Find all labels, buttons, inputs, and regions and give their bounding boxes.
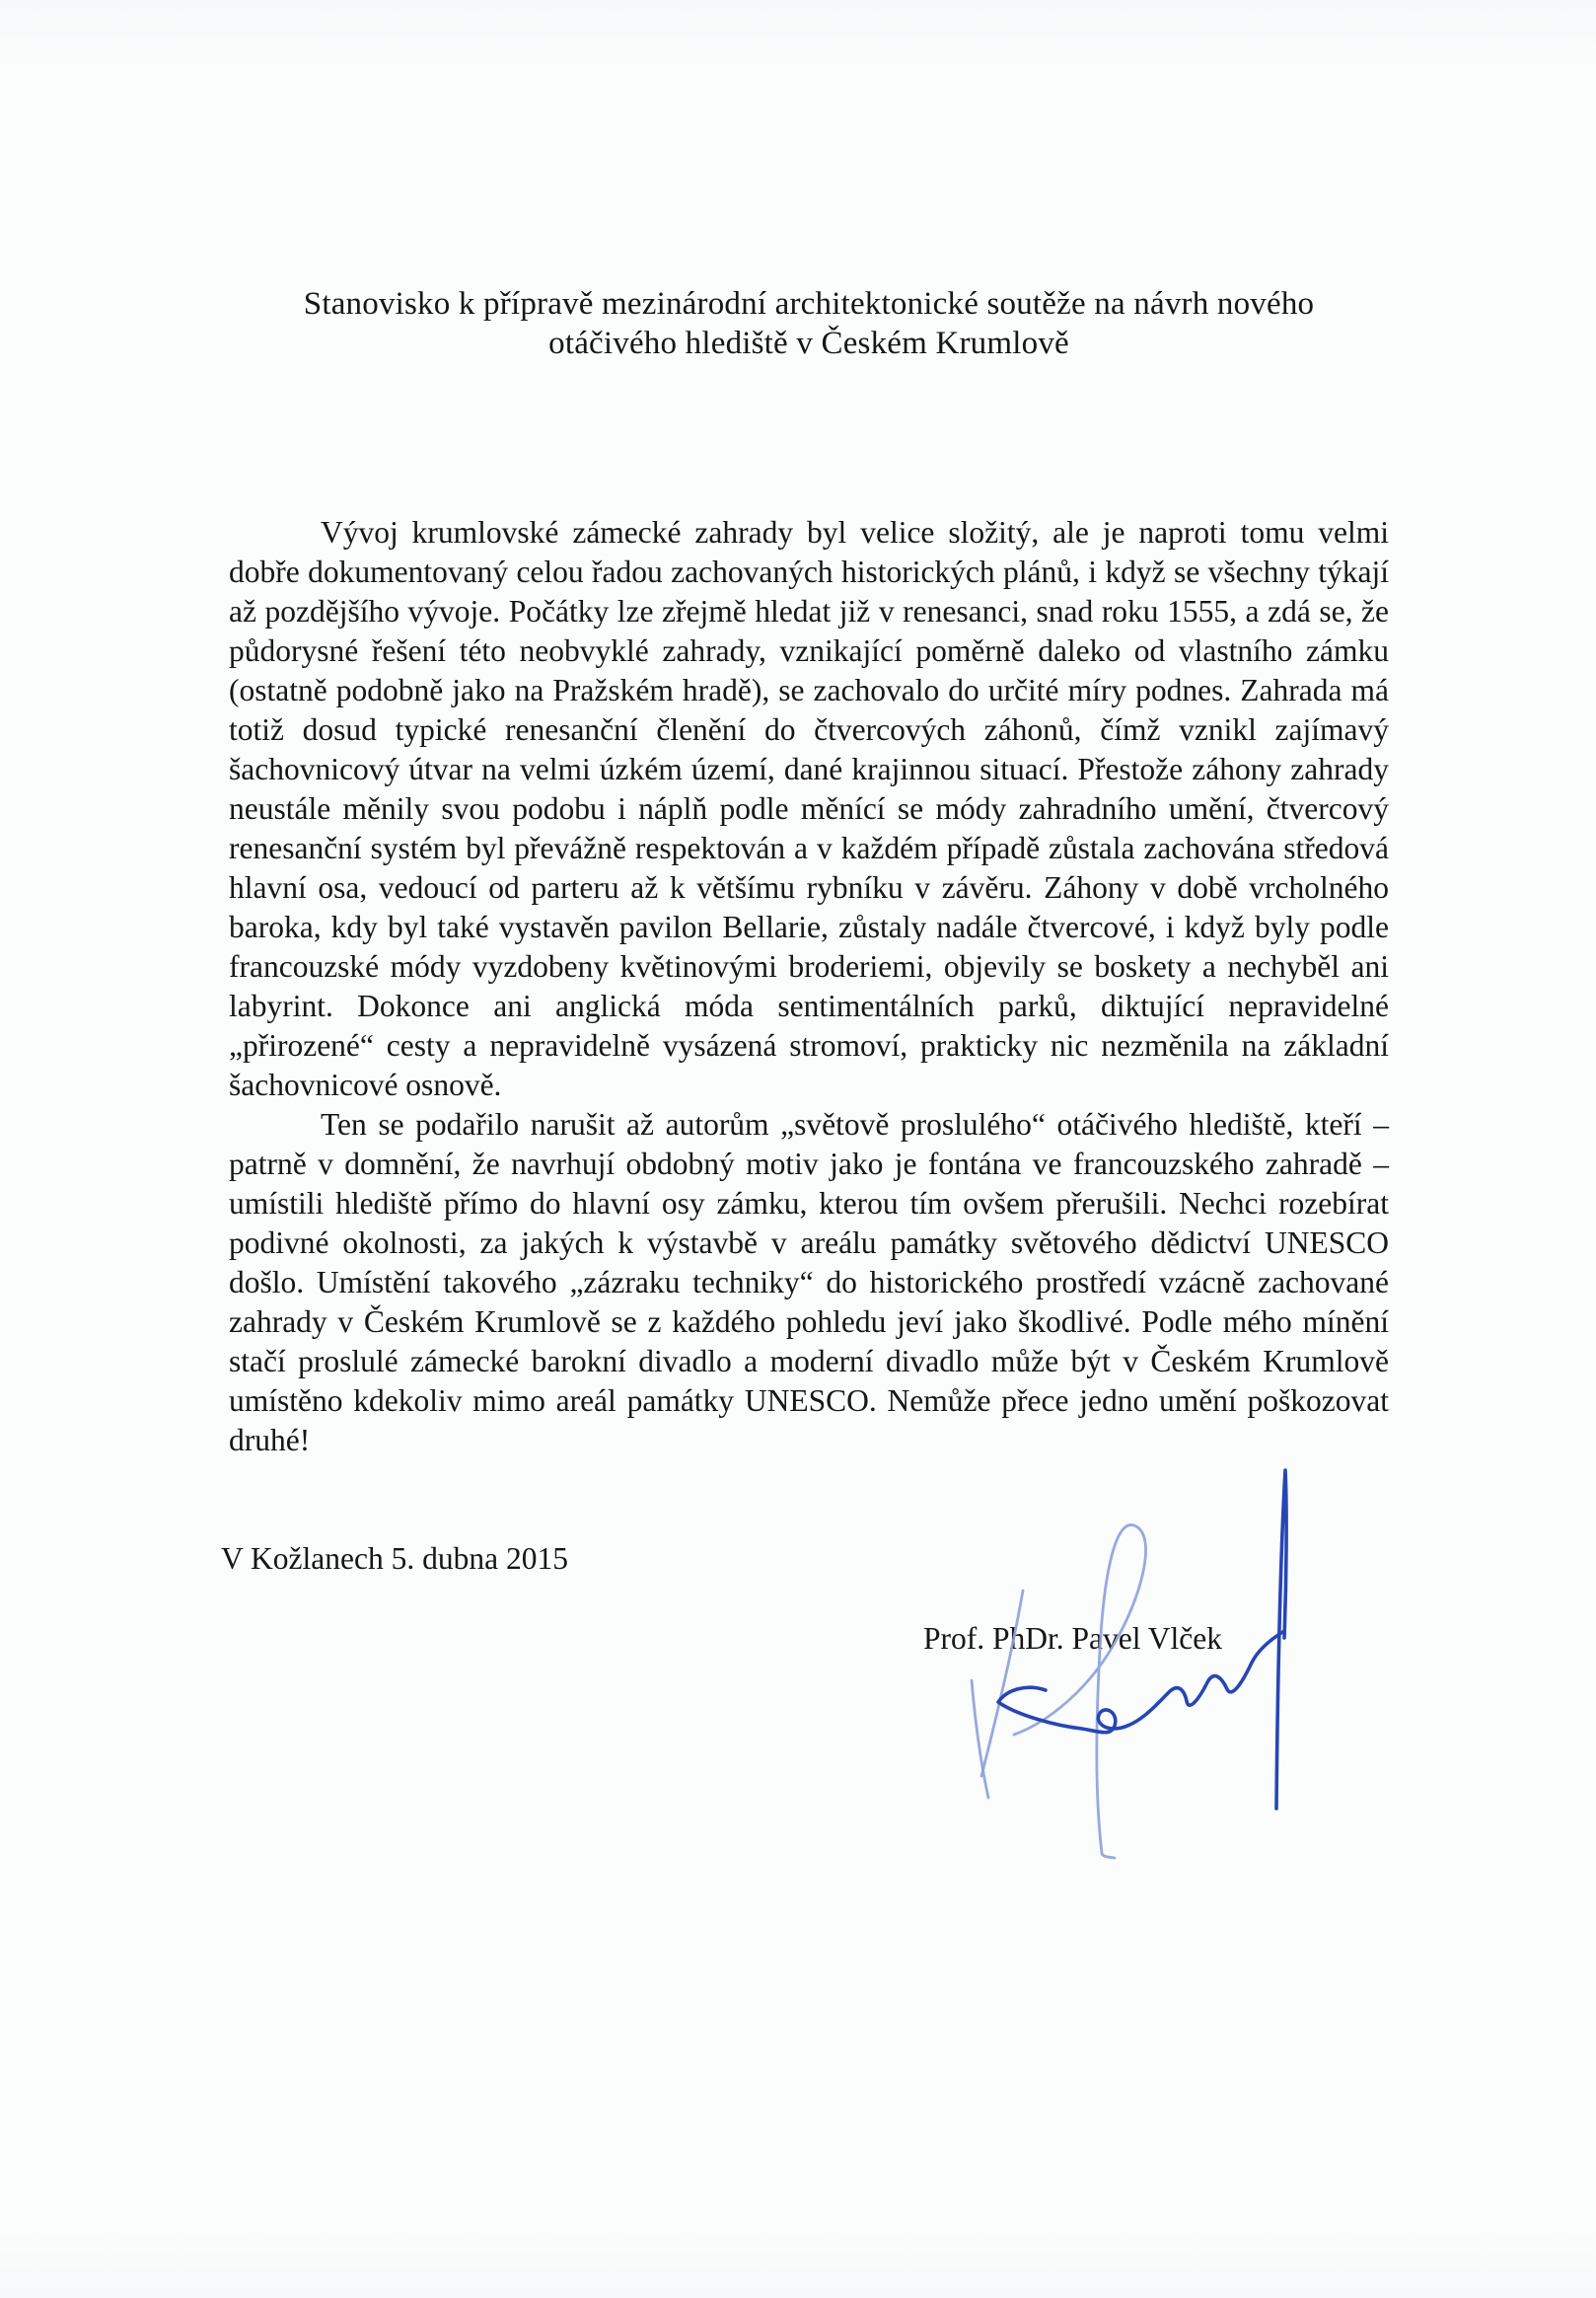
signature-stroke-left-v-1 bbox=[981, 1591, 1023, 1776]
letter-title bbox=[229, 284, 1389, 363]
letter-title-line-2: otáčivého hlediště v Českém Krumlově bbox=[548, 326, 1069, 361]
signature-stroke-loop bbox=[1014, 1524, 1146, 1858]
letter-body bbox=[229, 513, 1389, 1460]
letter-title-line-1: Stanovisko k přípravě mezinárodní architektonické soutěže na návrh nového bbox=[303, 286, 1315, 322]
body-paragraph-2: Ten se podařilo narušit až autorům „světově proslulého“ otáčivého hlediště, kteří – patrně v domnění, že navrhují obdobný motiv jako je fontána ve francouzského zahradě – umístili hlediště přímo do hlavní osy zámku, kterou tím ovšem přerušili. Nechci rozebírat podivné okolnosti, za jakých k výstavbě v areálu památky světového dědictví UNESCO došlo. Umístění takového „zázraku techniky“ do historického prostředí vzácně zachované zahrady v Českém Krumlově se z každého pohledu jeví jako škodlivé. Podle mého mínění stačí proslulé zámecké barokní divadlo a moderní divadlo může být v Českém Krumlově umístěno kdekoliv mimo areál památky UNESCO. Nemůže přece jedno umění poškozovat druhé! bbox=[229, 1107, 1389, 1457]
dateline: V Kožlanech 5. dubna 2015 bbox=[221, 1541, 568, 1576]
signature-stroke-tall-line bbox=[1276, 1470, 1286, 1809]
signature-stroke-left-v-2 bbox=[972, 1680, 988, 1798]
signer-name: Prof. PhDr. Pavel Vlček bbox=[923, 1621, 1223, 1656]
body-paragraph-1: Vývoj krumlovské zámecké zahrady byl velice složitý, ale je naproti tomu velmi dobře dokumentovaný celou řadou zachovaných historických plánů, i když se všechny týkají až pozdějšího vývoje. Počátky lze zřejmě hledat již v renesanci, snad roku 1555, a zdá se, že půdorysné řešení této neobvyklé zahrady, vznikající poměrně daleko od vlastního zámku (ostatně podobně jako na Pražském hradě), se zachovalo do určité míry podnes. Zahrada má totiž dosud typické renesanční členění do čtvercových záhonů, čímž vznikl zajímavý šachovnicový útvar na velmi úzkém území, dané krajinnou situací. Přestože záhony zahrady neustále měnily svou podobu i náplň podle měnící se módy zahradního umění, čtvercový renesanční systém byl převážně respektován a v každém případě zůstala zachována středová hlavní osa, vedoucí od parteru až k většímu rybníku v závěru. Záhony v době vrcholného baroka, kdy byl také vystavěn pavilon Bellarie, zůstaly nadále čtvercové, i když byly podle francouzské módy vyzdobeny květinovými broderiemi, objevily se boskety a nechyběl ani labyrint. Dokonce ani anglická móda sentimentálních parků, diktující nepravidelné „přirozené“ cesty a nepravidelně vysázená stromoví, prakticky nic nezměnila na základní šachovnicové osnově. bbox=[229, 515, 1389, 1102]
